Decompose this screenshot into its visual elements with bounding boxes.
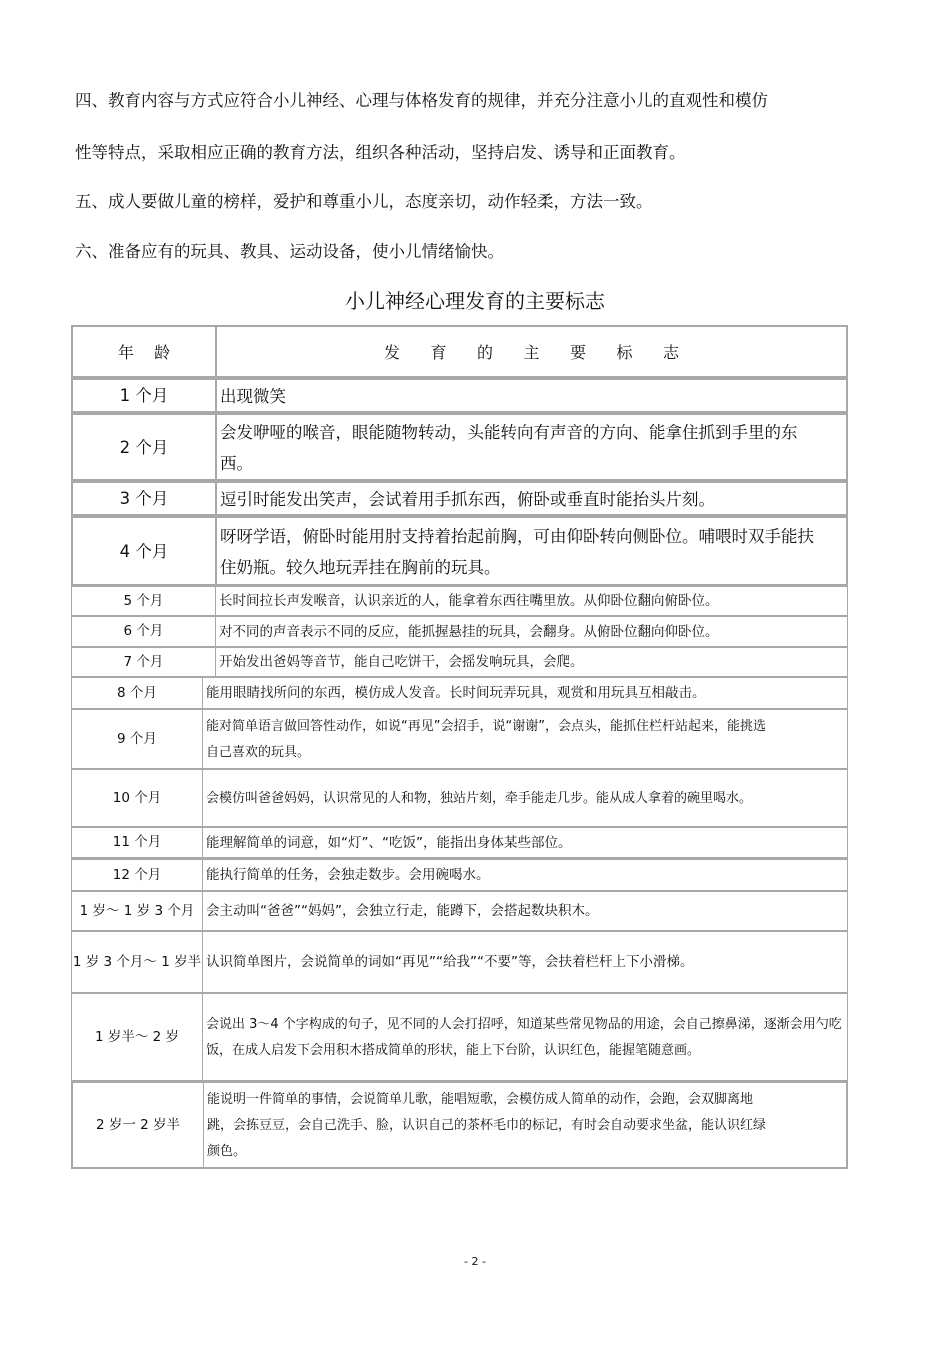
- description-cell: 开始发出爸妈等音节，能自己吃饼干，会摇发响玩具，会爬。: [219, 654, 584, 670]
- description-cell: 认识简单图片，会说简单的词如“再见”“给我”“不要”等，会扶着栏杆上下小滑梯。: [206, 954, 694, 970]
- age-cell: 2 岁一 2 岁半: [73, 1083, 204, 1167]
- table-row: [71, 769, 848, 827]
- table-row: [71, 516, 848, 586]
- age-cell: 8 个月: [72, 678, 203, 708]
- table-row: [71, 481, 848, 516]
- age-cell: 1 岁～ 1 岁 3 个月: [72, 892, 203, 930]
- table-row: [71, 709, 848, 769]
- age-cell: 6 个月: [72, 617, 216, 646]
- age-cell: 4 个月: [73, 518, 217, 584]
- description-cell: 逗引时能发出笑声，会试着用手抓东西，俯卧或垂直时能抬头片刻。: [220, 489, 715, 509]
- table-row: [71, 378, 848, 413]
- table-row: [71, 931, 848, 993]
- description-cell: 能对简单语言做回答性动作，如说“再见”会招手，说“谢谢”，会点头，能抓住栏杆站起来，能挑选自己喜欢的玩具。: [206, 718, 766, 760]
- paragraph-6: 六、准备应有的玩具、教具、运动设备，使小儿情绪愉快。: [75, 242, 504, 261]
- paragraph-4-line-1: 四、教育内容与方式应符合小儿神经、心理与体格发育的规律，并充分注意小儿的直观性和模仿: [75, 91, 768, 110]
- description-cell: 会模仿叫爸爸妈妈，认识常见的人和物，独站片刻，牵手能走几步。能从成人拿着的碗里喝水。: [206, 790, 753, 806]
- description-cell: 能说明一件简单的事情，会说简单儿歌，能唱短歌，会模仿成人简单的动作，会跑，会双脚离地跳，会拣豆豆，会自己洗手、脸，认识自己的茶杯毛巾的标记，有时会自动要求坐盆，能认识红绿颜色。: [207, 1091, 767, 1159]
- table-row: [71, 1081, 848, 1169]
- table-header-row: [71, 325, 848, 378]
- paragraph-5: 五、成人要做儿童的榜样，爱护和尊重小儿，态度亲切，动作轻柔，方法一致。: [75, 192, 653, 211]
- age-cell: 1 岁 3 个月～ 1 岁半: [72, 932, 203, 992]
- paragraph-4-line-2: 性等特点，采取相应正确的教育方法，组织各种活动，坚持启发、诱导和正面教育。: [75, 143, 686, 162]
- age-cell: 11 个月: [72, 828, 203, 857]
- age-cell: 9 个月: [72, 710, 203, 768]
- table-row: [71, 891, 848, 931]
- table-row: [71, 647, 848, 677]
- table-row: [71, 413, 848, 481]
- table-row: [71, 993, 848, 1081]
- table-row: [71, 858, 848, 891]
- age-cell: 7 个月: [72, 648, 216, 676]
- table-row: [71, 586, 848, 616]
- description-cell: 出现微笑: [220, 386, 286, 406]
- age-cell: 1 个月: [73, 380, 217, 411]
- description-cell: 长时间拉长声发喉音，认识亲近的人，能拿着东西往嘴里放。从仰卧位翻向俯卧位。: [219, 593, 719, 609]
- description-cell: 会主动叫“爸爸”“妈妈”，会独立行走，能蹲下，会搭起数块积木。: [206, 903, 599, 919]
- age-cell: 2 个月: [73, 415, 217, 479]
- description-cell: 能理解简单的词意，如“灯”、“吃饭”，能指出身体某些部位。: [206, 834, 572, 851]
- age-cell: 3 个月: [73, 483, 217, 514]
- description-cell: 对不同的声音表示不同的反应，能抓握悬挂的玩具，会翻身。从俯卧位翻向仰卧位。: [219, 623, 719, 640]
- age-cell: 12 个月: [72, 860, 203, 890]
- table-row: [71, 616, 848, 647]
- table-row: [71, 827, 848, 858]
- table-title: 小儿神经心理发育的主要标志: [345, 289, 605, 313]
- age-cell: 10 个月: [72, 770, 203, 826]
- age-cell: 1 岁半～ 2 岁: [72, 994, 203, 1080]
- description-cell: 能用眼睛找所问的东西，模仿成人发音。长时间玩弄玩具，观赏和用玩具互相敲击。: [206, 685, 706, 701]
- header-age: 年 龄: [73, 327, 217, 376]
- header-description: 发 育 的 主 要 标 志: [383, 343, 680, 362]
- description-cell: 会发咿哑的喉音，眼能随物转动，头能转向有声音的方向、能拿住抓到手里的东西。: [220, 422, 798, 473]
- page-number: - 2 -: [464, 1255, 486, 1268]
- table-row: [71, 677, 848, 709]
- description-cell: 能执行简单的任务，会独走数步。会用碗喝水。: [206, 867, 490, 883]
- description-cell: 会说出 3～4 个字构成的句子，见不同的人会打招呼，知道某些常见物品的用途，会自己擦鼻涕，逐渐会用勺吃饭，在成人启发下会用积木搭成简单的形状，能上下台阶，认识红色，能握笔随意画。: [206, 1016, 842, 1058]
- age-cell: 5 个月: [72, 587, 216, 615]
- description-cell: 呀呀学语，俯卧时能用肘支持着抬起前胸，可由仰卧转向侧卧位。哺喂时双手能扶住奶瓶。较久地玩弄挂在胸前的玩具。: [220, 526, 814, 577]
